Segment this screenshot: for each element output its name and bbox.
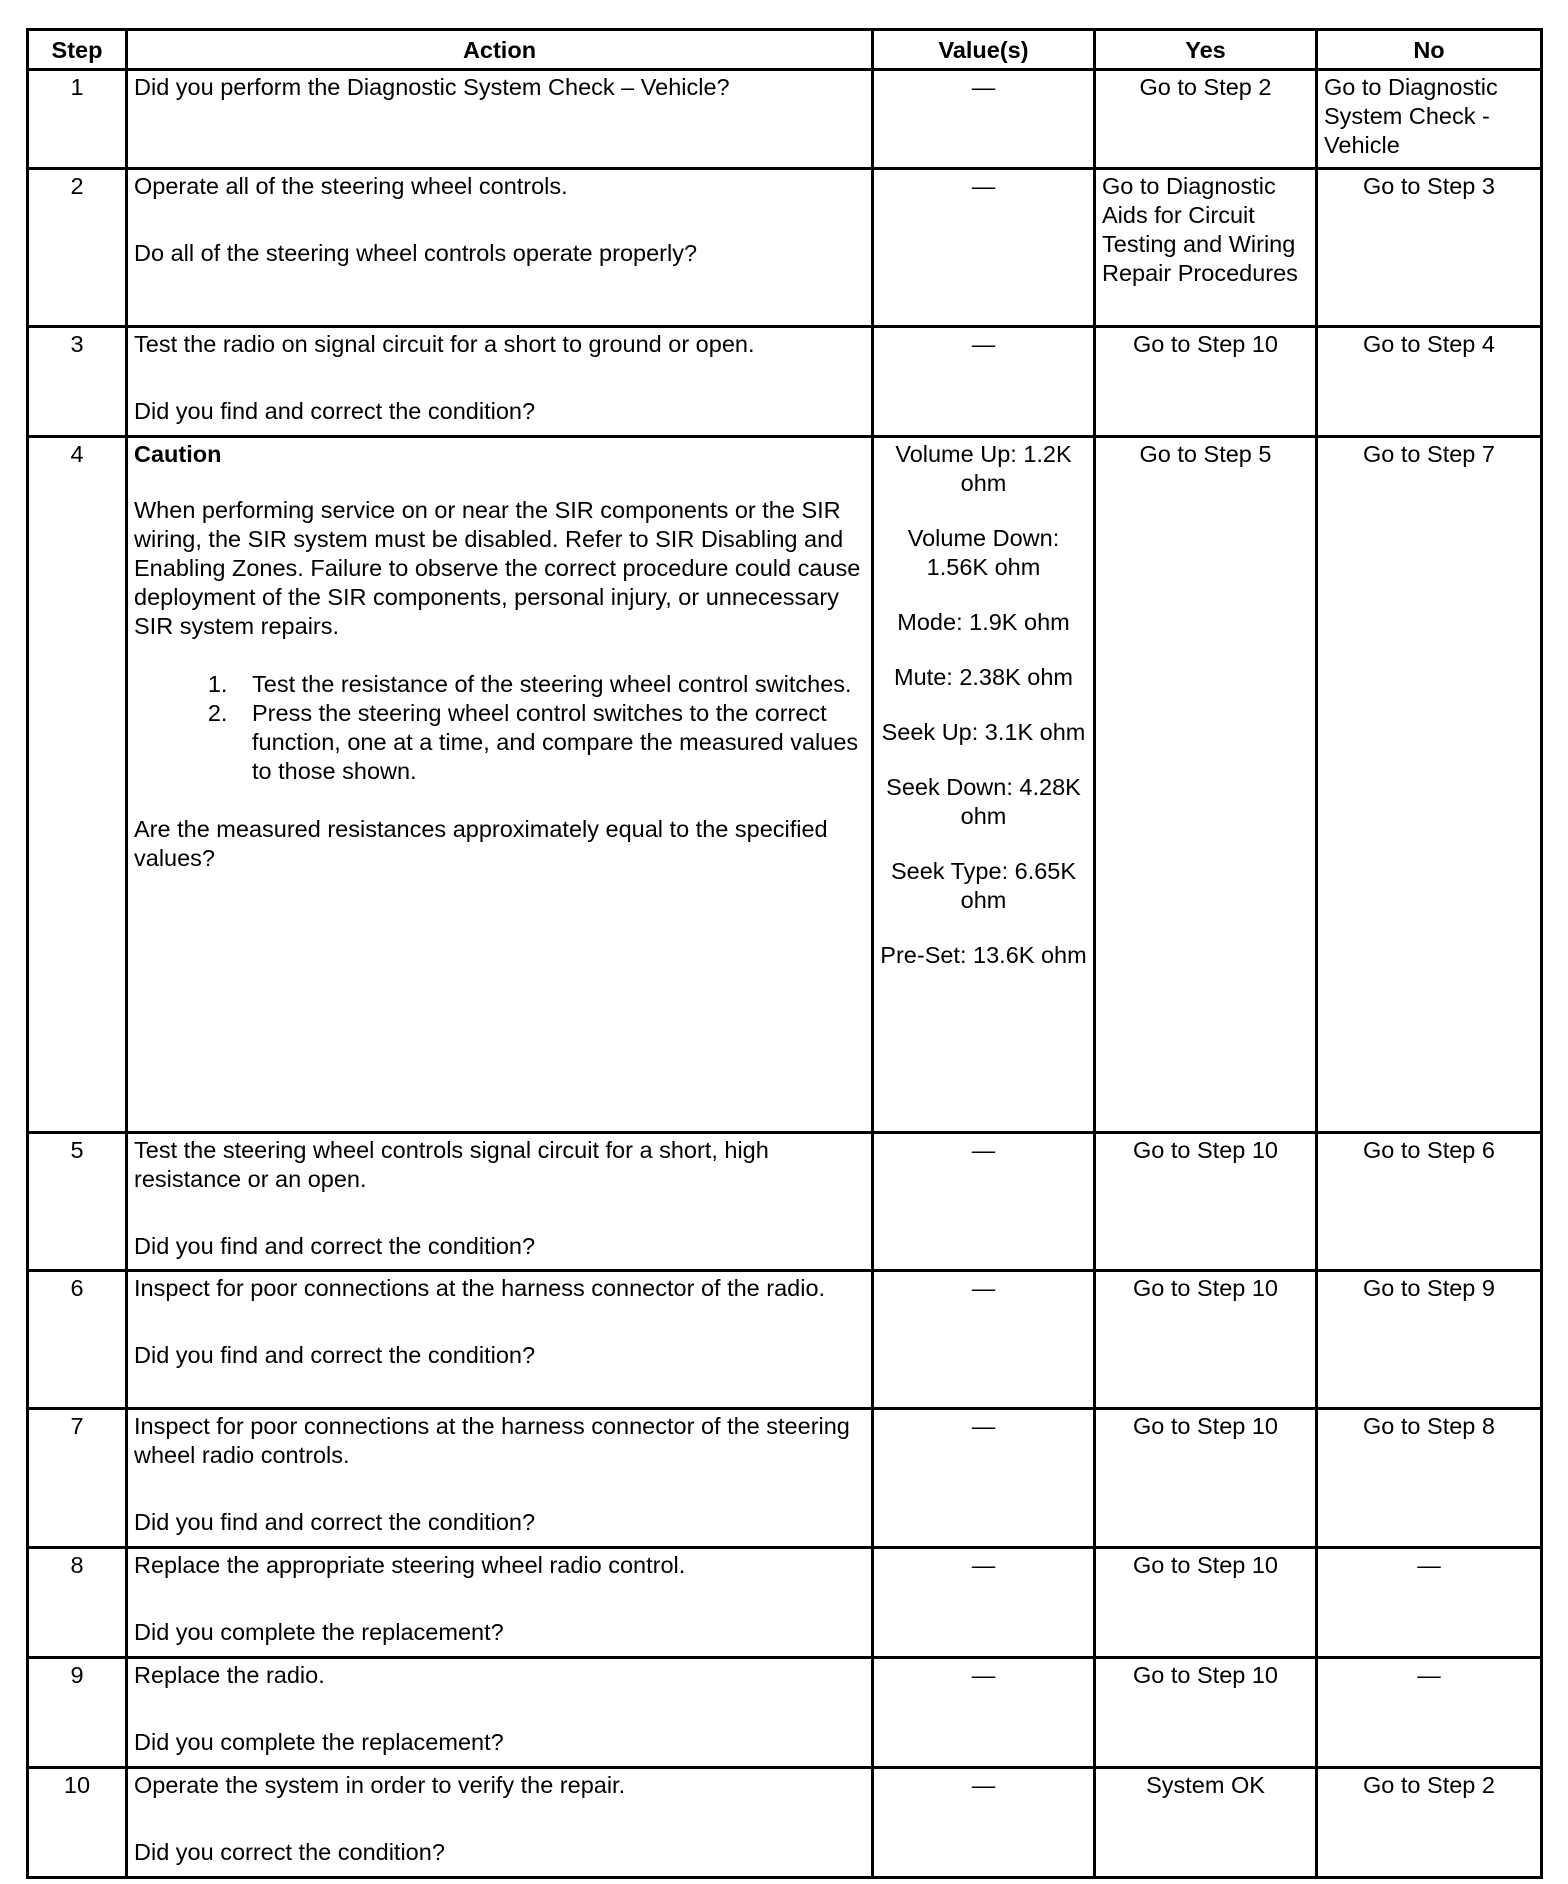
action-text: Did you perform the Diagnostic System Check – Vehicle?	[134, 74, 730, 100]
yes-cell: System OK	[1095, 1768, 1317, 1878]
substep-list	[134, 670, 865, 786]
yes-cell: Go to Step 10	[1095, 1409, 1317, 1548]
step-number: 2	[28, 169, 127, 327]
value-cell: —	[873, 1271, 1095, 1409]
no-cell: Go to Step 7	[1317, 437, 1542, 1133]
action-text: Replace the radio.	[134, 1662, 325, 1688]
caution-title: Caution	[134, 441, 222, 467]
no-cell: Go to Diagnostic System Check - Vehicle	[1317, 70, 1542, 169]
step-number: 9	[28, 1658, 127, 1768]
no-cell: —	[1317, 1658, 1542, 1768]
action-text: Operate all of the steering wheel controls.	[134, 173, 568, 199]
action-cell	[127, 1271, 873, 1409]
action-question: Did you find and correct the condition?	[134, 398, 536, 424]
action-cell	[127, 1768, 873, 1878]
no-cell: Go to Step 8	[1317, 1409, 1542, 1548]
action-cell	[127, 1409, 873, 1548]
step-number: 7	[28, 1409, 127, 1548]
step-number: 5	[28, 1133, 127, 1271]
action-cell	[127, 1658, 873, 1768]
action-question: Did you find and correct the condition?	[134, 1509, 536, 1535]
yes-cell: Go to Step 10	[1095, 1271, 1317, 1409]
no-cell: —	[1317, 1548, 1542, 1658]
action-question: Did you correct the condition?	[134, 1839, 445, 1865]
action-question: Did you complete the replacement?	[134, 1729, 504, 1755]
table-row	[28, 1271, 1542, 1409]
action-question: Are the measured resistances approximately equal to the specified values?	[134, 816, 828, 871]
action-cell	[127, 1548, 873, 1658]
action-question: Did you find and correct the condition?	[134, 1342, 536, 1368]
table-row	[28, 1409, 1542, 1548]
action-text: Replace the appropriate steering wheel radio control.	[134, 1552, 686, 1578]
table-row	[28, 437, 1542, 1133]
list-item: 1. Test the resistance of the steering wheel control switches.	[234, 670, 865, 699]
yes-cell: Go to Step 10	[1095, 1548, 1317, 1658]
no-cell: Go to Step 3	[1317, 169, 1542, 327]
diagnostic-table	[26, 28, 1543, 1879]
step-number: 3	[28, 327, 127, 437]
resistance-value: Mute: 2.38K ohm	[894, 664, 1073, 690]
action-cell	[127, 169, 873, 327]
action-text: Inspect for poor connections at the harness connector of the steering wheel radio controls.	[134, 1413, 850, 1468]
no-cell: Go to Step 9	[1317, 1271, 1542, 1409]
value-cell: —	[873, 1548, 1095, 1658]
resistance-value: Volume Up: 1.2K ohm	[895, 441, 1072, 496]
action-text: Test the steering wheel controls signal circuit for a short, high resistance or an open.	[134, 1137, 769, 1192]
resistance-value: Seek Down: 4.28K ohm	[886, 774, 1081, 829]
header-yes: Yes	[1095, 30, 1317, 70]
value-cell: —	[873, 1133, 1095, 1271]
action-question: Did you complete the replacement?	[134, 1619, 504, 1645]
action-text: Test the radio on signal circuit for a short to ground or open.	[134, 331, 755, 357]
header-no: No	[1317, 30, 1542, 70]
header-values: Value(s)	[873, 30, 1095, 70]
resistance-value: Seek Up: 3.1K ohm	[881, 719, 1086, 745]
action-cell	[127, 1133, 873, 1271]
header-action: Action	[127, 30, 873, 70]
action-cell	[127, 437, 873, 1133]
value-cell: —	[873, 1768, 1095, 1878]
step-number: 8	[28, 1548, 127, 1658]
value-cell: —	[873, 1409, 1095, 1548]
value-cell: —	[873, 327, 1095, 437]
action-text: Inspect for poor connections at the harness connector of the radio.	[134, 1275, 826, 1301]
value-cell: —	[873, 70, 1095, 169]
value-cell	[873, 437, 1095, 1133]
header-step: Step	[28, 30, 127, 70]
resistance-value: Seek Type: 6.65K ohm	[890, 858, 1077, 913]
yes-cell: Go to Diagnostic Aids for Circuit Testing and Wiring Repair Procedures	[1095, 169, 1317, 327]
yes-cell: Go to Step 10	[1095, 1133, 1317, 1271]
action-cell	[127, 70, 873, 169]
step-number: 6	[28, 1271, 127, 1409]
value-cell: —	[873, 1658, 1095, 1768]
table-row	[28, 169, 1542, 327]
action-question: Did you find and correct the condition?	[134, 1233, 536, 1259]
yes-cell: Go to Step 5	[1095, 437, 1317, 1133]
table-row	[28, 1133, 1542, 1271]
yes-cell: Go to Step 10	[1095, 327, 1317, 437]
action-question: Do all of the steering wheel controls operate properly?	[134, 240, 698, 266]
resistance-value: Volume Down: 1.56K ohm	[907, 525, 1060, 580]
table-row	[28, 1548, 1542, 1658]
action-text: Operate the system in order to verify the repair.	[134, 1772, 626, 1798]
no-cell: Go to Step 2	[1317, 1768, 1542, 1878]
header-row	[28, 30, 1542, 70]
yes-cell: Go to Step 2	[1095, 70, 1317, 169]
step-number: 1	[28, 70, 127, 169]
yes-cell: Go to Step 10	[1095, 1658, 1317, 1768]
table-row	[28, 327, 1542, 437]
resistance-value: Pre-Set: 13.6K ohm	[880, 942, 1087, 968]
table-row	[28, 1658, 1542, 1768]
table-row	[28, 1768, 1542, 1878]
action-cell	[127, 327, 873, 437]
step-number: 4	[28, 437, 127, 1133]
step-number: 10	[28, 1768, 127, 1878]
no-cell: Go to Step 6	[1317, 1133, 1542, 1271]
value-cell: —	[873, 169, 1095, 327]
no-cell: Go to Step 4	[1317, 327, 1542, 437]
resistance-value: Mode: 1.9K ohm	[897, 609, 1070, 635]
caution-text: When performing service on or near the SIR components or the SIR wiring, the SIR system must be disabled. Refer to SIR Disabling and Enabling Zones. Failure to observe the correct procedure could cause deployment of the SIR components, personal injury, or unnecessary SIR system repairs.	[134, 497, 861, 639]
list-item: 2. Press the steering wheel control switches to the correct function, one at a time, and compare the measured values to those shown.	[234, 699, 865, 786]
table-row	[28, 70, 1542, 169]
